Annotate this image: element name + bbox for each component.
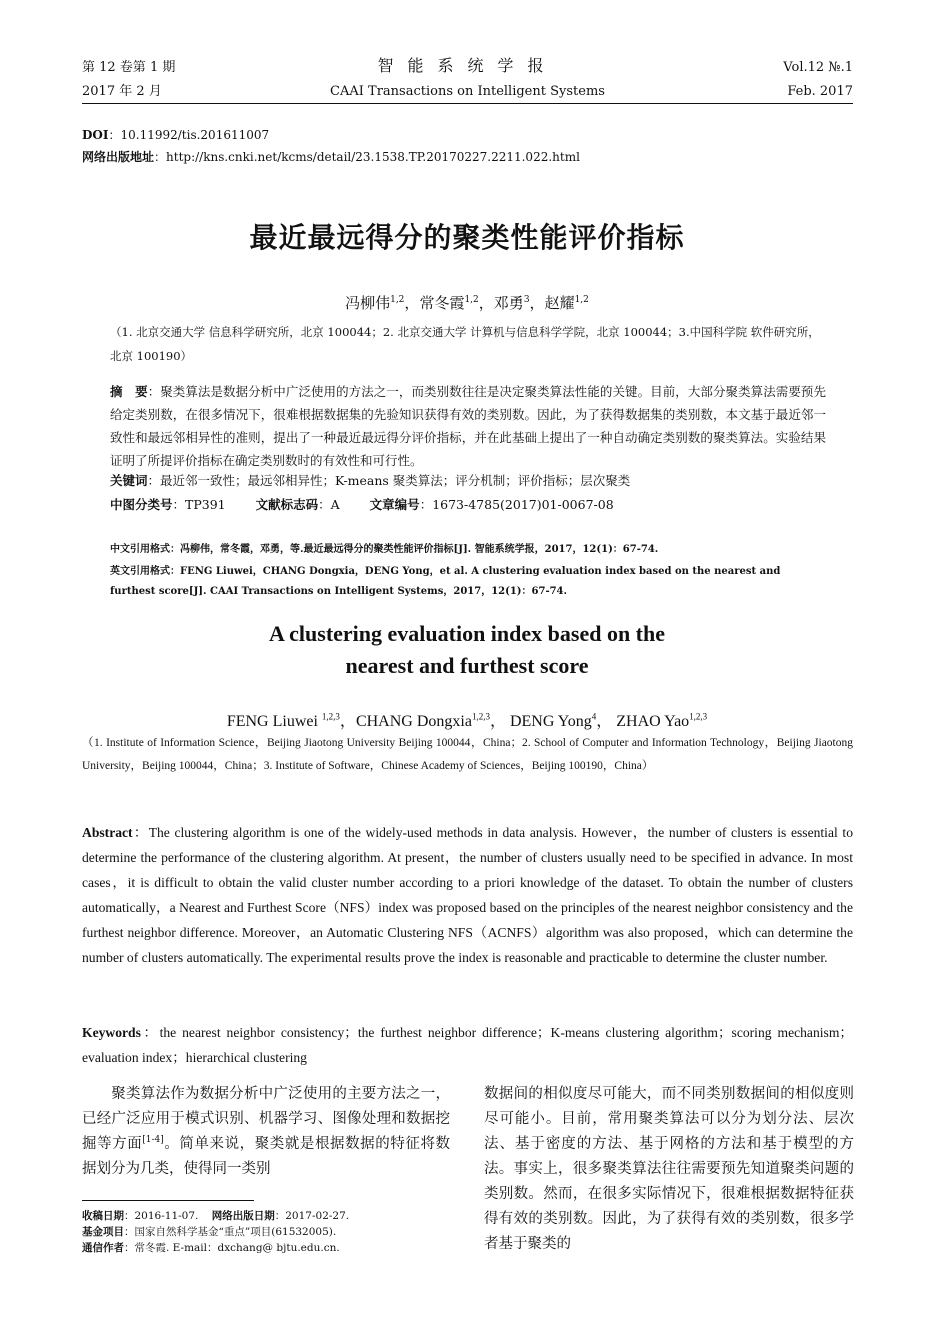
keywords-en-label: Keywords xyxy=(82,1025,141,1040)
header-rule xyxy=(82,103,853,104)
title-cn: 最近最远得分的聚类性能评价指标 xyxy=(249,221,685,254)
received-value: ：2016-11-07. xyxy=(124,1210,199,1222)
footnote-fund xyxy=(82,1224,450,1240)
keywords-cn xyxy=(110,472,826,490)
author-separator: ， xyxy=(404,294,420,312)
article-number-value: ：1673-4785(2017)01-0067-08 xyxy=(419,497,614,512)
author-affil-sup: 1,2,3 xyxy=(689,711,708,722)
clc-label: 中图分类号 xyxy=(110,497,173,512)
clc-value: ：TP391 xyxy=(172,497,226,512)
author-affil-sup: 1,2 xyxy=(390,295,405,305)
author-affil-sup: 1,2 xyxy=(464,295,479,305)
citation-en: 英文引用格式：FENG Liuwei，CHANG Dongxia，DENG Yong，et al. A clustering evaluation index based on the nearest and furthest score[J]. CAAI Transactions on Intelligent Systems，2017，12(1)：67-74. xyxy=(110,566,781,597)
correspondence-value[interactable]: ：常冬霞. E-mail：dxchang@ bjtu.edu.cn. xyxy=(124,1242,340,1254)
footnote-dates xyxy=(82,1208,450,1224)
abstract-en-label: Abstract xyxy=(82,825,133,840)
author-separator: ， xyxy=(478,294,494,312)
doc-code-value: ：A xyxy=(318,497,340,512)
reference-mark[interactable]: [1-4] xyxy=(142,1135,164,1146)
authors-cn xyxy=(0,292,934,313)
author-affil-sup: 1,2 xyxy=(574,295,589,305)
affiliations-en: （1. Institute of Information Science，Beijing Jiaotong University Beijing 100044，China；2. School of Computer and Information Technology，Beijing Jiaotong University，Beijing 100044，China；3. Institute of Software，Chinese Academy of Sciences，Beijing 100190，China） xyxy=(82,737,853,772)
doi-line xyxy=(82,128,269,142)
author-en: ZHAO Yao xyxy=(616,713,690,730)
online-url-value[interactable]: ：http://kns.cnki.net/kcms/detail/23.1538.TP.20170227.2211.022.html xyxy=(154,150,580,164)
received-label: 收稿日期 xyxy=(82,1210,124,1222)
date-cn: 2017 年 2 月 xyxy=(82,84,162,99)
affiliations-cn: （1. 北京交通大学 信息科学研究所，北京 100044；2. 北京交通大学 计算机与信息科学学院，北京 100044；3.中国科学院 软件研究所，北京 100190） xyxy=(110,325,820,363)
author-separator: ， xyxy=(339,713,356,730)
online-date-label: 网络出版日期 xyxy=(211,1210,275,1222)
abstract-en xyxy=(82,820,853,970)
footnote-correspondence xyxy=(82,1240,450,1256)
keywords-en-text: ：the nearest neighbor consistency；the furthest neighbor difference；K-means clustering algorithm；scoring mechanism；evaluation index；hierarchical clustering xyxy=(82,1025,853,1065)
online-date-value: ：2017-02-27. xyxy=(274,1210,350,1222)
author-affil-sup: 4 xyxy=(591,711,597,722)
author-en: DENG Yong xyxy=(509,713,592,730)
doi-value[interactable]: ：10.11992/tis.201611007 xyxy=(108,128,270,142)
abstract-cn xyxy=(110,380,826,472)
online-url-label: 网络出版地址 xyxy=(82,150,155,164)
title-en-line: nearest and furthest score xyxy=(345,653,589,678)
author-en: FENG Liuwei xyxy=(226,713,322,730)
correspondence-label: 通信作者 xyxy=(82,1242,124,1254)
footnote-rule xyxy=(82,1200,254,1201)
volume-cn: 第 12 卷第 1 期 xyxy=(82,60,176,75)
journal-header xyxy=(82,56,853,104)
authors-en xyxy=(0,708,934,731)
article-number-label: 文章编号 xyxy=(369,497,420,512)
author-separator: ， xyxy=(489,713,510,730)
abstract-cn-text: ：聚类算法是数据分析中广泛使用的方法之一，而类别数往往是决定聚类算法性能的关键。目前，大部分聚类算法需要预先给定类别数，在很多情况下，很难根据数据集的先验知识获得有效的类别数。因此，为了获得数据集的类别数，本文基于最近邻一致性和最远邻相异性的准则，提出了一种最近最远得分评价指标，并在此基础上提出了一种自动确定类别数的聚类算法。实验结果证明了所提评价指标在确定类别数时的有效性和可行性。 xyxy=(110,384,826,468)
footnote xyxy=(82,1208,450,1256)
online-url-line xyxy=(82,150,580,164)
author-cn: 赵耀 xyxy=(544,294,575,312)
body-column-right: 数据间的相似度尽可能大，而不同类别数据间的相似度则尽可能小。目前，常用聚类算法可以分为划分法、层次法、基于密度的方法、基于网格的方法和基于模型的方法。事实上，很多聚类算法往往需要预先知道聚类问题的类别数。然而，在很多实际情况下，很难根据数据特征获得有效的类别数。因此，为了获得有效的类别数，很多学者基于聚类的 xyxy=(484,1086,854,1252)
classification-line xyxy=(110,496,826,514)
author-cn: 常冬霞 xyxy=(419,294,465,312)
keywords-cn-label: 关键词 xyxy=(110,473,148,488)
author-affil-sup: 3 xyxy=(523,295,530,305)
author-affil-sup: 1,2,3 xyxy=(471,711,490,722)
author-en: CHANG Dongxia xyxy=(355,713,472,730)
abstract-cn-label: 摘 要 xyxy=(110,384,148,399)
keywords-cn-text: ：最近邻一致性；最远邻相异性；K-means 聚类算法；评分机制；评价指标；层次聚类 xyxy=(147,473,631,488)
author-separator: ， xyxy=(596,713,617,730)
body-text: 。简单来说，聚类就是根据数据的特征将数据划分为几类，使得同一类别 xyxy=(82,1136,451,1177)
fund-value: ：国家自然科学基金“重点”项目(61532005). xyxy=(124,1226,337,1238)
title-en xyxy=(0,618,934,682)
author-separator: ， xyxy=(529,294,545,312)
title-en-line: A clustering evaluation index based on the xyxy=(268,621,666,646)
citation-cn: 中文引用格式：冯柳伟，常冬霞，邓勇，等.最近最远得分的聚类性能评价指标[J]. 智能系统学报，2017，12(1)：67-74. xyxy=(110,544,659,555)
volume-en: Vol.12 №.1 xyxy=(783,60,853,75)
doi-label: DOI xyxy=(82,128,109,142)
author-cn: 冯柳伟 xyxy=(345,294,391,312)
author-cn: 邓勇 xyxy=(493,294,524,312)
journal-name-cn: 智能系统学报 xyxy=(377,56,558,75)
keywords-en xyxy=(82,1020,853,1070)
journal-name-en: CAAI Transactions on Intelligent Systems xyxy=(330,84,605,99)
doc-code-label: 文献标志码 xyxy=(255,497,319,512)
body-column-left xyxy=(82,1082,450,1182)
body-text: 聚类算法作为数据分析中广泛使用的主要方法之一，已经广泛应用于模式识别、机器学习、图像处理和数据挖掘等方面 xyxy=(82,1086,450,1152)
author-affil-sup: 1,2,3 xyxy=(321,711,340,722)
date-en: Feb. 2017 xyxy=(787,84,853,99)
fund-label: 基金项目 xyxy=(82,1226,124,1238)
abstract-en-text: ：The clustering algorithm is one of the widely-used methods in data analysis. However，the number of clusters is essential to determine the performance of the clustering algorithm. At present，the number of clusters usually need to be specified in advance. In most cases，it is difficult to obtain the valid cluster number according to a priori knowledge of the dataset. To obtain the number of clusters automatically，a Nearest and Furthest Score（NFS）index was proposed based on the principles of the nearest neighbor consistency and the furthest neighbor difference. Moreover，an Automatic Clustering NFS（ACNFS）algorithm was also proposed，which can determine the number of clusters automatically. The experimental results prove the index is reasonable and practicable to determine the cluster number. xyxy=(82,825,853,965)
